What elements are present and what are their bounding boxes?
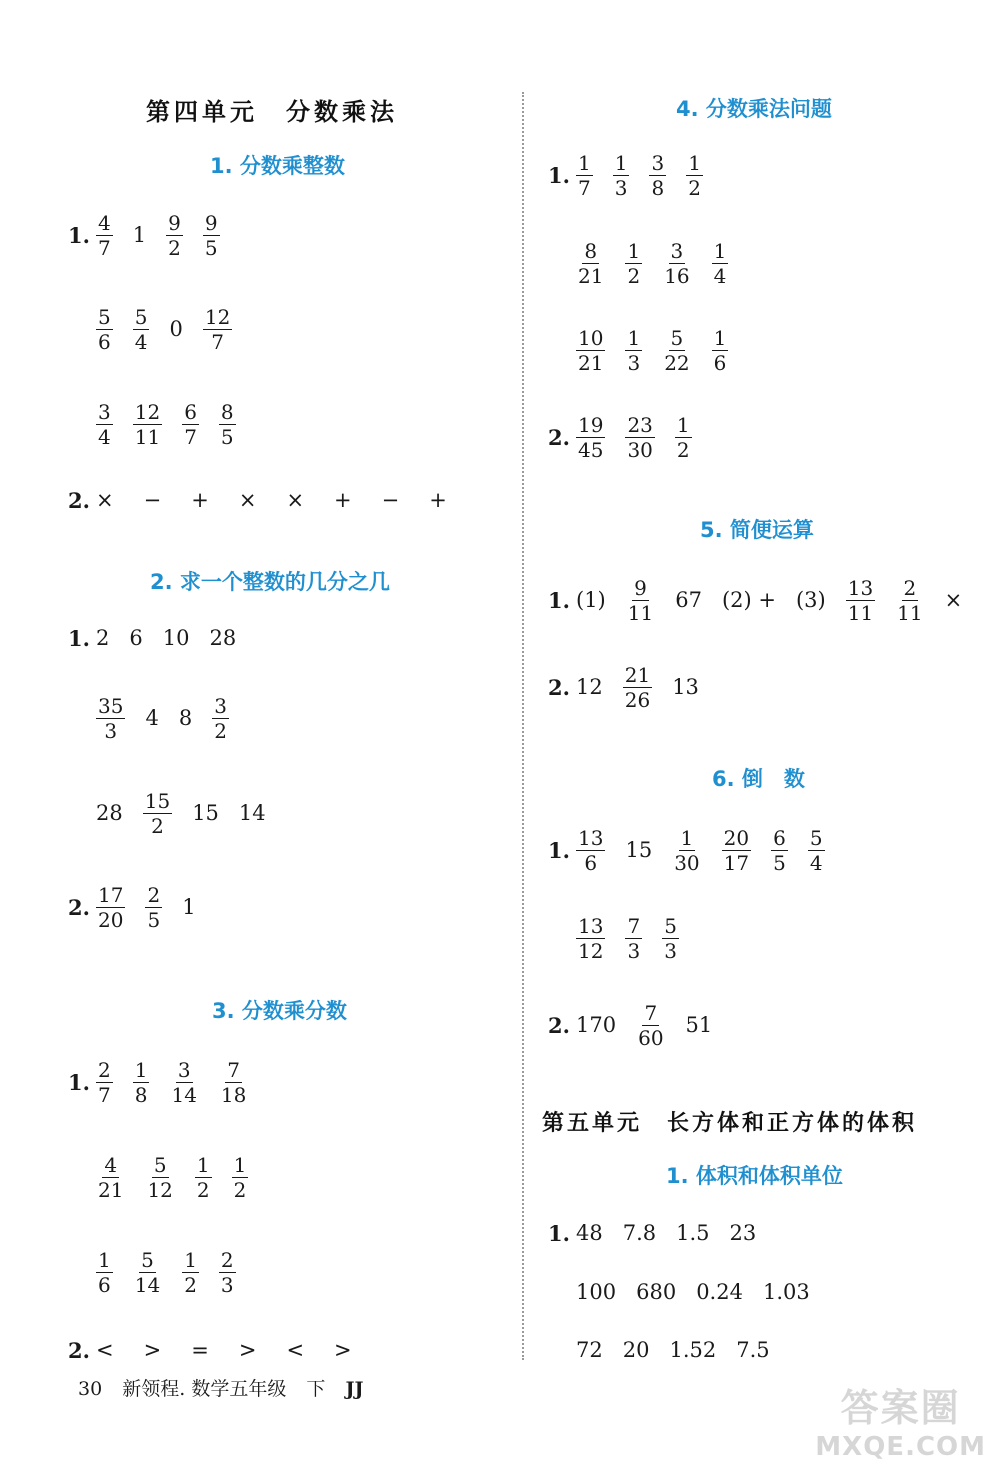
column-divider [522,92,524,1360]
numerator: 1 [184,1247,197,1272]
answer-row [548,1203,776,1263]
symbol-answer: × [96,488,114,512]
answer-row [548,407,712,467]
denominator: 7 [184,424,197,449]
numerator: 12 [204,304,231,329]
question-number: 1. [68,222,90,248]
value-answer: 10 [162,626,190,650]
fraction-answer [145,1153,174,1202]
numerator: 1 [713,238,727,263]
answer-row [68,1242,256,1302]
denominator: 3 [614,175,628,200]
numerator: 10 [578,325,604,350]
value-answer: (2) + [721,588,776,612]
fraction-answer [133,1248,162,1297]
denominator: 7 [578,175,591,200]
numerator: 5 [141,1247,154,1272]
symbol-answer: = [191,1338,209,1362]
denominator: 26 [624,687,651,712]
fraction-answer [219,400,236,449]
question-number: 2. [68,1337,90,1363]
answer-row [68,1052,268,1112]
volume-label: 下 [306,1378,326,1400]
fraction-answer [576,239,605,288]
value-answer: 14 [238,801,266,825]
denominator: 60 [638,1025,664,1050]
value-answer: 28 [96,801,123,825]
denominator: 6 [98,1272,111,1297]
denominator: 8 [651,175,665,200]
denominator: 6 [584,850,598,875]
question-number: 2. [548,674,570,700]
fraction-answer [203,211,220,260]
page-footer [78,1374,377,1401]
numerator: 5 [153,1152,167,1177]
numerator: 1 [98,1247,111,1272]
section-title: 5. 简便运算 [700,518,814,542]
value-answer: 7.8 [622,1221,657,1245]
fraction-answer [96,1248,113,1297]
symbol-answer: > [238,1338,257,1362]
value-answer: 15 [192,801,219,825]
value-answer: 1 [132,223,147,247]
denominator: 3 [664,938,677,963]
section-title: 3. 分数乘分数 [212,999,347,1023]
value-answer: 4 [145,706,159,730]
value-answer: 13 [672,675,699,699]
numerator: 6 [184,399,197,424]
numerator: 9 [204,210,218,235]
value-answer: 100 [576,1280,617,1304]
value-answer: 48 [576,1221,603,1245]
denominator: 14 [134,1272,161,1297]
denominator: 2 [196,1177,210,1202]
symbol-answer: > [143,1338,162,1362]
denominator: 11 [847,600,874,625]
numerator: 1 [233,1152,247,1177]
fraction-answer [145,883,162,932]
denominator: 7 [98,1082,111,1107]
numerator: 3 [670,238,684,263]
value-answer: 20 [622,1338,650,1362]
value-answer: (3) [795,588,826,612]
fraction-answer [686,151,703,200]
numerator: 5 [809,825,823,850]
denominator: 6 [98,329,111,354]
fraction-answer [576,826,605,875]
numerator: 1 [578,150,591,175]
answer-row [68,394,256,454]
fraction-answer [808,826,825,875]
numerator: 3 [651,150,665,175]
numerator: 12 [134,399,161,424]
answer-row [548,1262,830,1322]
unit4-title: 第四单元 分数乘法 [146,97,398,126]
denominator: 3 [104,718,118,743]
value-answer: 7.5 [736,1338,770,1362]
value-answer: 72 [576,1338,603,1362]
denominator: 2 [627,263,641,288]
value-answer: 8 [178,706,193,730]
numerator: 19 [578,412,604,437]
symbol-answer: − [143,488,162,512]
edition-label: JJ [345,1378,364,1400]
question-number: 1. [548,162,570,188]
fraction-answer [232,1153,249,1202]
value-answer: 6 [129,626,143,650]
numerator: 8 [584,238,598,263]
numerator: 1 [680,825,694,850]
denominator: 4 [134,329,148,354]
numerator: 1 [196,1152,210,1177]
watermark-logo-text: 答案圈 [840,1386,961,1430]
numerator: 2 [220,1247,234,1272]
question-number: 2. [548,424,570,450]
symbol-answer: + [191,488,209,512]
denominator: 5 [220,424,234,449]
answer-row [548,995,732,1055]
denominator: 6 [713,350,727,375]
denominator: 20 [98,907,124,932]
answer-row [68,1320,382,1380]
value-answer: 51 [685,1013,713,1037]
fraction-answer [169,1058,198,1107]
fraction-answer [613,151,630,200]
fraction-answer [662,914,679,963]
numerator: 9 [168,210,181,235]
value-answer: 15 [625,838,653,862]
fraction-answer [625,326,642,375]
section-title: 1. 分数乘整数 [210,154,345,178]
numerator: 3 [214,693,227,718]
value-answer: 1.5 [676,1221,710,1245]
numerator: 15 [144,788,171,813]
symbol-answer: + [429,488,447,512]
numerator: 17 [98,882,124,907]
answer-row [68,205,240,265]
numerator: 35 [98,693,124,718]
fraction-answer [675,413,692,462]
symbol-answer: < [286,1338,305,1362]
numerator: 2 [903,575,917,600]
symbol-answer: × [944,588,963,612]
denominator: 4 [98,424,111,449]
fraction-answer [649,151,666,200]
fraction-answer [672,826,701,875]
value-answer: 1.03 [762,1280,810,1304]
fraction-answer [662,239,691,288]
section-title: 6. 倒 数 [712,767,805,791]
denominator: 4 [713,263,727,288]
question-number: 2. [548,1012,570,1038]
answer-row [68,1147,268,1207]
fraction-answer [96,1153,125,1202]
numerator: 20 [723,825,750,850]
symbol-answer: × [238,488,257,512]
question-number: 1. [548,1220,570,1246]
answer-row [548,145,723,205]
value-answer: 170 [576,1013,617,1037]
answer-row [548,908,699,968]
numerator: 2 [98,1057,111,1082]
answer-row [68,470,477,530]
numerator: 2 [147,882,161,907]
denominator: 2 [214,718,227,743]
section-title: 1. 体积和体积单位 [666,1164,843,1188]
fraction-answer [625,914,642,963]
fraction-answer [182,400,199,449]
denominator: 2 [233,1177,247,1202]
fraction-answer [576,413,605,462]
fraction-answer [96,305,113,354]
section-title: 4. 分数乘法问题 [676,97,832,121]
fraction-answer [96,1058,113,1107]
numerator: 1 [627,238,641,263]
fraction-answer [626,576,655,625]
answer-row [548,320,748,380]
fraction-answer [576,326,605,375]
question-number: 1. [548,587,570,613]
denominator: 21 [98,1177,124,1202]
fraction-answer [712,326,729,375]
fraction-answer [133,305,150,354]
numerator: 3 [177,1057,191,1082]
denominator: 11 [897,600,923,625]
denominator: 2 [688,175,701,200]
symbol-answer: < [96,1338,114,1362]
fraction-answer [96,883,125,932]
numerator: 3 [98,399,111,424]
numerator: 7 [627,913,641,938]
numerator: 13 [847,575,874,600]
denominator: 22 [664,350,690,375]
watermark [815,1377,986,1462]
fraction-answer [846,576,875,625]
denominator: 8 [134,1082,148,1107]
value-answer: 1.52 [669,1338,717,1362]
fraction-answer [576,151,593,200]
fraction-answer [166,211,183,260]
numerator: 1 [713,325,727,350]
answer-row [68,688,249,748]
watermark-url: MXQE.COM [815,1432,986,1462]
question-number: 2. [68,487,90,513]
fraction-answer [771,826,788,875]
fraction-answer [182,1248,199,1297]
symbol-answer: − [381,488,400,512]
fraction-answer [625,239,642,288]
denominator: 3 [627,350,641,375]
fraction-answer [133,1058,150,1107]
numerator: 1 [627,325,641,350]
numerator: 7 [227,1057,241,1082]
numerator: 8 [220,399,234,424]
denominator: 2 [168,235,181,260]
fraction-answer [195,1153,212,1202]
answer-row [548,820,845,880]
denominator: 11 [134,424,161,449]
question-number: 2. [68,894,90,920]
numerator: 13 [578,913,604,938]
numerator: 5 [98,304,111,329]
fraction-answer [712,239,729,288]
fraction-answer [623,663,652,712]
denominator: 2 [676,437,690,462]
answer-row [68,877,216,937]
denominator: 3 [220,1272,234,1297]
symbol-answer: > [334,1338,352,1362]
fraction-answer [576,914,605,963]
answer-row [68,608,256,668]
numerator: 9 [634,575,647,600]
symbol-answer: + [334,488,352,512]
numerator: 4 [98,210,111,235]
fraction-answer [895,576,924,625]
fraction-answer [143,789,172,838]
fraction-answer [219,1248,236,1297]
denominator: 2 [151,813,164,838]
numerator: 1 [134,1057,148,1082]
fraction-answer [625,413,654,462]
denominator: 30 [627,437,653,462]
value-answer: (1) [576,588,606,612]
question-number: 1. [68,1069,90,1095]
numerator: 1 [688,150,701,175]
numerator: 5 [664,913,677,938]
fraction-answer [212,694,229,743]
denominator: 18 [220,1082,247,1107]
fraction-answer [96,211,113,260]
value-answer: 1 [182,895,196,919]
question-number: 1. [68,625,90,651]
denominator: 45 [578,437,604,462]
denominator: 5 [147,907,161,932]
numerator: 1 [614,150,628,175]
fraction-answer [219,1058,248,1107]
fraction-answer [722,826,751,875]
page-number: 30 [78,1378,103,1400]
subject-label: 数学五年级 [191,1378,287,1400]
denominator: 30 [674,850,700,875]
numerator: 23 [627,412,653,437]
numerator: 13 [578,825,604,850]
answer-row [548,233,748,293]
numerator: 7 [644,1000,658,1025]
fraction-answer [133,400,162,449]
denominator: 21 [578,350,604,375]
value-answer: 28 [209,626,237,650]
answer-row [68,783,286,843]
denominator: 7 [211,329,224,354]
fraction-answer [96,400,113,449]
answer-row [68,299,252,359]
question-number: 1. [548,837,570,863]
denominator: 21 [578,263,604,288]
denominator: 4 [809,850,823,875]
numerator: 1 [676,412,690,437]
numerator: 5 [134,304,148,329]
answer-row [548,657,719,717]
numerator: 6 [773,825,786,850]
symbol-answer: × [286,488,305,512]
value-answer: 12 [576,675,603,699]
numerator: 5 [670,325,684,350]
section-title: 2. 求一个整数的几分之几 [150,570,390,594]
fraction-answer [636,1001,665,1050]
fraction-answer [203,305,232,354]
value-answer: 0.24 [696,1280,743,1304]
answer-row [548,1320,790,1380]
fraction-answer [662,326,691,375]
denominator: 3 [627,938,641,963]
denominator: 12 [147,1177,173,1202]
denominator: 5 [204,235,218,260]
unit5-title: 第五单元 长方体和正方体的体积 [542,1110,918,1136]
numerator: 21 [624,662,651,687]
numerator: 4 [104,1152,118,1177]
answer-row [548,570,992,630]
fraction-answer [96,694,125,743]
value-answer: 2 [96,626,110,650]
denominator: 2 [184,1272,197,1297]
denominator: 16 [664,263,690,288]
value-answer: 67 [675,588,702,612]
denominator: 17 [723,850,750,875]
book-name: 新领程. [122,1378,186,1400]
denominator: 7 [98,235,111,260]
denominator: 12 [578,938,604,963]
denominator: 11 [627,600,654,625]
value-answer: 680 [636,1280,677,1304]
denominator: 14 [171,1082,197,1107]
value-answer: 0 [169,317,183,341]
value-answer: 23 [729,1221,757,1245]
denominator: 5 [773,850,786,875]
